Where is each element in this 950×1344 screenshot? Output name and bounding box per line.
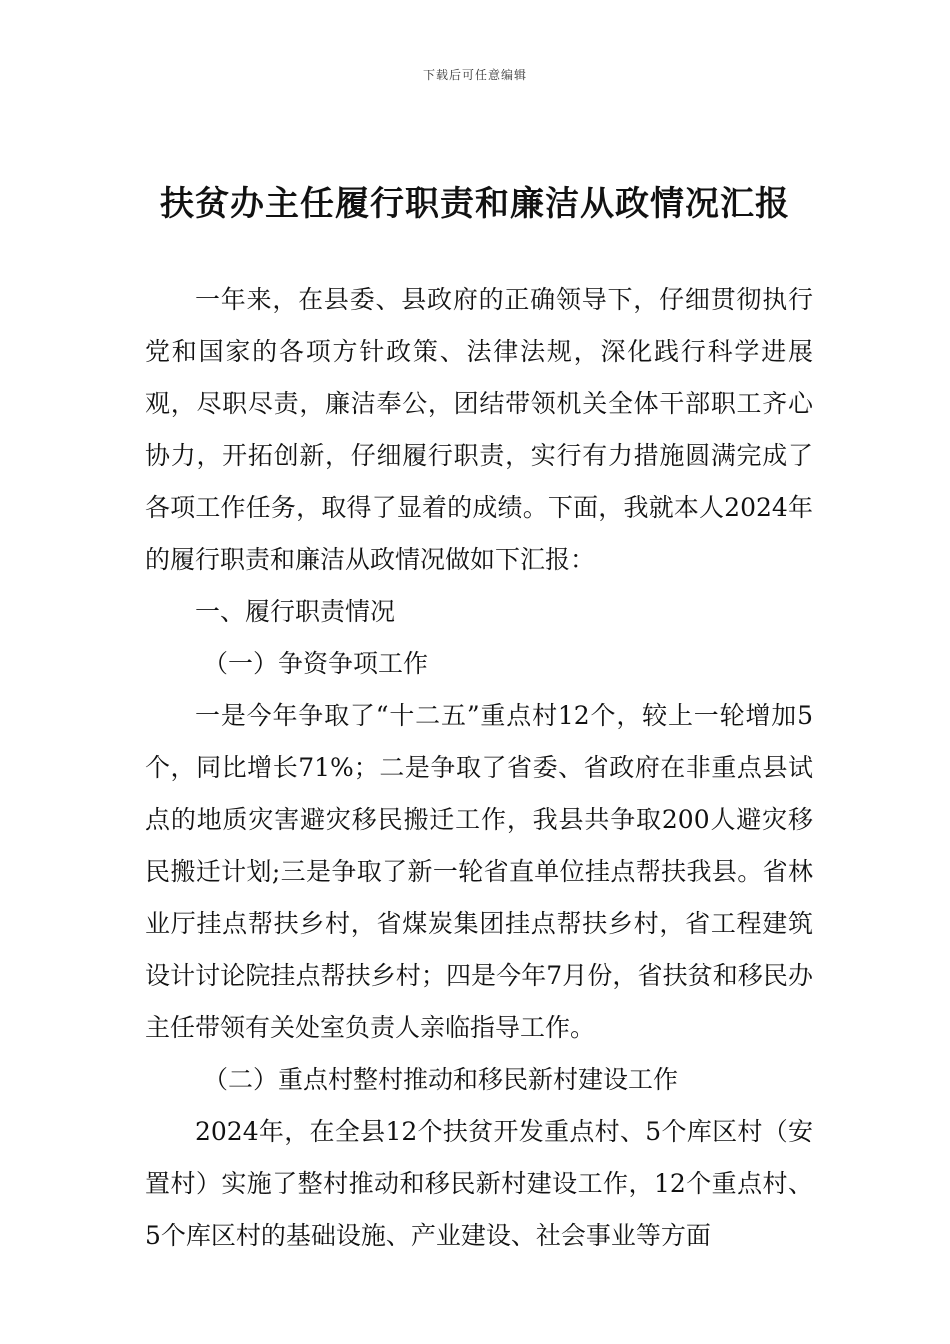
header-note: 下载后可任意编辑 (422, 68, 527, 82)
subsection-heading-village-promotion: （二）重点村整村推动和移民新村建设工作 (203, 1065, 679, 1094)
document-body (145, 274, 813, 1262)
subsection-heading-funding: （一）争资争项工作 (203, 649, 429, 678)
section-heading-duties: 一、履行职责情况 (195, 597, 396, 626)
village-promotion-paragraph: 2024年，在全县12个扶贫开发重点村、5个库区村（安置村）实施了整村推动和移民新村建设工作，12个重点村、5个库区村的基础设施、产业建设、社会事业等方面 (145, 1117, 813, 1250)
document-title: 扶贫办主任履行职责和廉洁从政情况汇报 (160, 184, 790, 224)
intro-paragraph: 一年来，在县委、县政府的正确领导下，仔细贯彻执行党和国家的各项方针政策、法律法规，深化践行科学进展观，尽职尽责，廉洁奉公，团结带领机关全体干部职工齐心协力，开拓创新，仔细履行职责，实行有力措施圆满完成了各项工作任务，取得了显着的成绩。下面，我就本人2024年的履行职责和廉洁从政情况做如下汇报： (145, 285, 813, 574)
funding-paragraph: 一是今年争取了“十二五”重点村12个，较上一轮增加5个，同比增长71%；二是争取了省委、省政府在非重点县试点的地质灾害避灾移民搬迁工作，我县共争取200人避灾移民搬迁计划;三是争取了新一轮省直单位挂点帮扶我县。省林业厅挂点帮扶乡村，省煤炭集团挂点帮扶乡村，省工程建筑设计讨论院挂点帮扶乡村；四是今年7月份，省扶贫和移民办主任带领有关处室负责人亲临指导工作。 (145, 701, 813, 1042)
